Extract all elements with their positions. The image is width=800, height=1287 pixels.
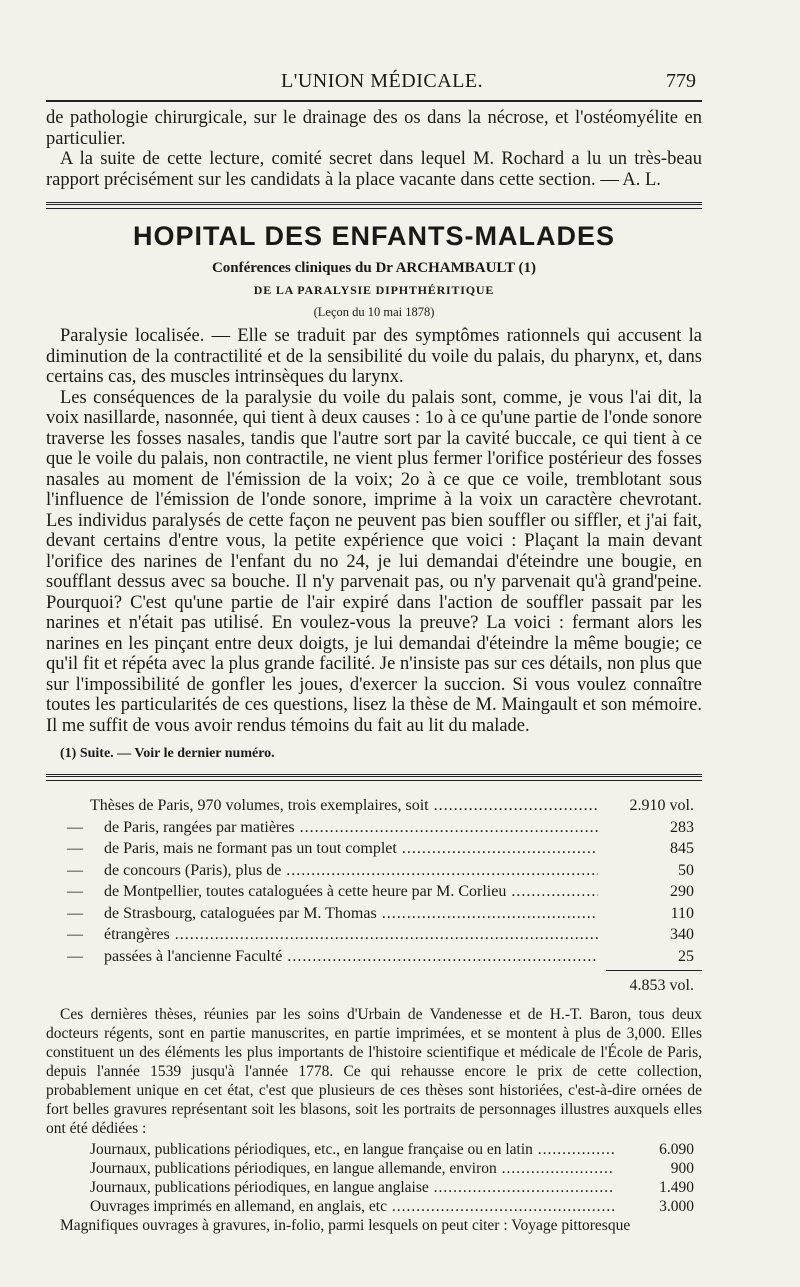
theses-label: de Paris, rangées par matières ..... [104, 817, 598, 839]
last-line-block [46, 1216, 702, 1235]
theses-row [46, 817, 702, 839]
theses-row [46, 795, 702, 817]
intro-paragraph-2: A la suite de cette lecture, comité secret dans lequel M. Rochard a lu un très-beau rapport précisément sur les candidats à la place vacante dans cette section. — A. L. [46, 149, 702, 190]
theses-label: étrangères ..... [104, 924, 598, 946]
journaux-label: Ouvrages imprimés en allemand, en anglais, etc ..... [90, 1197, 614, 1216]
conference-heading: Conférences cliniques du Dr ARCHAMBAULT (1) [211, 260, 537, 276]
footnote-divider [46, 774, 702, 781]
journaux-list [90, 1140, 702, 1216]
journaux-label: Journaux, publications périodiques, en langue allemande, environ ..... [90, 1159, 614, 1178]
journaux-row [90, 1140, 702, 1159]
theses-label: Thèses de Paris, 970 volumes, trois exemplaires, soit ..... [46, 795, 598, 817]
theses-value: 845 [670, 840, 694, 857]
section-divider [46, 202, 702, 209]
theses-row [46, 881, 702, 903]
last-line: Magnifiques ouvrages à gravures, in-folio, parmi lesquels on peut citer : Voyage pittoresque [60, 1217, 631, 1234]
theses-dash: — [67, 840, 83, 857]
theses-row [46, 903, 702, 925]
theses-row [46, 838, 702, 860]
theses-list [46, 795, 702, 967]
theses-value: 110 [670, 904, 694, 922]
theses-dash: — [67, 904, 83, 922]
theses-label: de Paris, mais ne formant pas un tout complet ..... [104, 838, 598, 860]
running-title: L'UNION MÉDICALE. [281, 70, 484, 92]
collection-paragraph: Ces dernières thèses, réunies par les soins d'Urbain de Vandenesse et de H.-T. Baron, tous deux docteurs régents, sont en partie manuscrites, en partie imprimées, et se montent à plus de 3,000. Elles constituent un des éléments les plus importants de l'histoire scientifique et médicale de l'École de Paris, depuis l'année 1539 jusqu'à l'année 1778. Ce qui rehausse encore le prix de cette collection, probablement unique en cet état, c'est que plusieurs de ces thèses sont historiées, c'est-à-dire ornées de fort belles gravures représentant soit les blasons, soit les portraits de personnages illustres auxquels elles ont été dédiées : [46, 1006, 702, 1137]
journaux-label: Journaux, publications périodiques, en langue anglaise ..... [90, 1178, 614, 1197]
page-header [46, 0, 702, 100]
theses-row [46, 924, 702, 946]
theses-value: 340 [670, 926, 694, 943]
theses-dash: — [67, 883, 83, 900]
page [46, 0, 702, 1235]
theses-value: 290 [670, 883, 694, 900]
section-title: HOPITAL DES ENFANTS-MALADES [132, 221, 616, 251]
theses-total: 4.853 vol. [629, 977, 694, 994]
journaux-row [90, 1159, 702, 1178]
theses-value: 283 [670, 818, 694, 836]
total-rule [606, 970, 702, 971]
journaux-row [90, 1178, 702, 1197]
header-rule [46, 100, 702, 102]
lecture-subtitle: DE LA PARALYSIE DIPHTHÉRITIQUE [253, 283, 495, 297]
theses-label: de Montpellier, toutes cataloguées à cette heure par M. Corlieu ..... [104, 881, 598, 903]
theses-dash: — [67, 926, 83, 943]
theses-value: 25 [678, 947, 694, 965]
theses-label: passées à l'ancienne Faculté ..... [104, 946, 598, 968]
body-paragraph-1: Paralysie localisée. — Elle se traduit par des symptômes rationnels qui accusent la diminution de la contractilité et de la sensibilité du voile du palais, du pharynx, et, dans certains cas, des muscles intrinsèques du larynx. [46, 326, 702, 387]
journaux-label: Journaux, publications périodiques, etc., en langue française ou en latin ..... [90, 1140, 614, 1159]
theses-dash: — [67, 861, 83, 879]
theses-value: 2.910 vol. [629, 797, 694, 814]
collection-description [46, 1005, 702, 1138]
theses-label: de concours (Paris), plus de ..... [104, 860, 598, 882]
theses-dash: — [67, 947, 83, 965]
theses-label: de Strasbourg, cataloguées par M. Thomas ..... [104, 903, 598, 925]
body-paragraph-2: Les conséquences de la paralysie du voile du palais sont, comme, je vous l'ai dit, la voix nasillarde, nasonnée, qui tient à deux causes : 1o à ce qu'une partie de l'onde sonore traverse les fosses nasales, tandis que l'autre sort par la cavité buccale, ce qui tient à ce que le voile du palais, non contractile, ne vient plus fermer l'orifice postérieur des fosses nasales au moment de l'émission de la voix; 2o à ce que ce voile, tremblotant sous l'influence de l'émission de l'onde sonore, imprime à la voix un caractère chevrotant. Les individus paralysés de cette façon ne peuvent pas bien souffler ou siffler, et j'ai fait, devant certains d'entre vous, la petite expérience que voici : Plaçant la main devant l'orifice des narines de l'enfant du no 24, je lui demandai d'éteindre une bougie, en soufflant dessus avec sa bouche. Il n'y parvenait pas, ou n'y parvenait qu'à grand'peine. Pourquoi? C'est qu'une partie de l'air expiré dans l'action de souffler passait par les narines et n'était pas utilisé. En voulez-vous la preuve? La voici : fermant alors les narines en les pinçant entre deux doigts, je lui demandai d'éteindre la même bougie; ce qu'il fit et répéta avec la plus grande facilité. Je n'insiste pas sur ces détails, non plus que sur l'impossibilité de gonfler les joues, d'exercer la succion. Si vous voulez connaître toutes les particularités de ces questions, lisez la thèse de M. Maingault et son mémoire. Il me suffit de vous avoir rendus témoins du fait au lit du malade. [46, 387, 703, 736]
page-number: 779 [666, 70, 696, 92]
journaux-value: 900 [670, 1160, 694, 1177]
journaux-row [90, 1197, 702, 1216]
theses-row [46, 946, 702, 968]
footnote: (1) Suite. — Voir le dernier numéro. [60, 746, 275, 761]
journaux-value: 3.000 [659, 1198, 694, 1215]
journaux-value: 1.490 [659, 1179, 694, 1196]
theses-value: 50 [678, 861, 694, 879]
lecture-date: (Leçon du 10 mai 1878) [313, 305, 435, 319]
intro-paragraph-1: de pathologie chirurgicale, sur le drainage des os dans la nécrose, et l'ostéomyélite en particulier. [46, 108, 702, 149]
journaux-value: 6.090 [659, 1141, 694, 1158]
theses-dash: — [67, 818, 83, 836]
theses-row [46, 860, 702, 882]
